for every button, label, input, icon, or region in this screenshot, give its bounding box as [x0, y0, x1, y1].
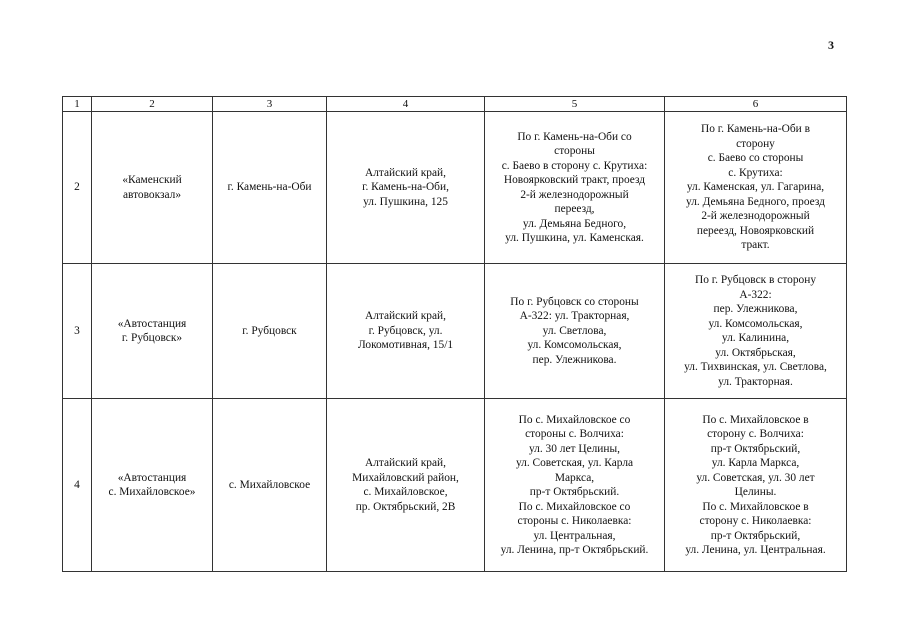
address-line: Локомотивная, 15/1 — [357, 339, 454, 352]
route-line: пр-т Октябрьский. — [529, 486, 620, 498]
station-line: «Автостанция — [117, 471, 187, 484]
route-line: По г. Рубцовск со стороны — [510, 295, 639, 308]
route-line: ул. Ленина, ул. Центральная. — [685, 544, 826, 556]
route-line: переезд, Новоярковский — [696, 224, 815, 237]
station-line: г. Рубцовск» — [121, 332, 183, 344]
address-line: Алтайский край, — [364, 166, 447, 179]
route-line: ул. Комсомольская, — [527, 339, 622, 352]
route-line: сторону — [736, 137, 775, 150]
route-line: Целины. — [734, 486, 777, 498]
route-line: А-322: — [739, 288, 772, 301]
route-in-cell — [485, 112, 665, 264]
address-cell — [327, 399, 485, 572]
address-line: Алтайский край, — [364, 310, 447, 323]
route-line: ул. Советская, ул. 30 лет — [696, 471, 815, 484]
city-line: г. Камень-на-Оби — [227, 181, 312, 194]
route-in-cell — [485, 399, 665, 572]
address-cell — [327, 112, 485, 264]
route-line: Маркса, — [554, 471, 595, 484]
route-line: По с. Михайловское со — [518, 500, 631, 513]
route-line: По г. Камень-на-Оби со — [517, 130, 632, 143]
route-line: По с. Михайловское в — [702, 500, 809, 513]
route-line: 2-й железнодорожный — [701, 210, 810, 223]
route-line: ул. Советская, ул. Карла — [515, 457, 634, 469]
route-line: сторону с. Волчиха: — [707, 428, 804, 440]
station-line: «Автостанция — [117, 317, 187, 330]
header-row — [63, 97, 847, 112]
address-line: Алтайский край, — [364, 457, 447, 469]
route-line: ул. Пушкина, ул. Каменская. — [505, 232, 644, 244]
column-header: 5 — [485, 97, 665, 112]
route-line: пер. Улежникова, — [713, 303, 798, 315]
routes-table — [62, 96, 847, 572]
route-line: стороны — [554, 145, 595, 157]
route-line: ул. Центральная, — [533, 529, 616, 542]
route-out-cell — [665, 112, 847, 264]
city-line: с. Михайловское — [228, 478, 311, 491]
city-cell — [213, 399, 327, 572]
row-number: 4 — [63, 399, 92, 572]
route-line: По с. Михайловское в — [702, 413, 809, 426]
route-line: ул. Ленина, пр-т Октябрьский. — [500, 544, 649, 556]
route-line: ул. Тракторная. — [718, 375, 793, 388]
page-number: 3 — [828, 38, 834, 52]
route-line: сторону с. Николаевка: — [699, 515, 812, 527]
route-line: ул. Светлова, — [542, 324, 607, 337]
table-row — [63, 264, 847, 399]
route-line: По с. Михайловское со — [518, 413, 631, 426]
address-line: с. Михайловское, — [363, 486, 448, 498]
route-line: ул. Карла Маркса, — [711, 457, 800, 469]
route-line: пр-т Октябрьский, — [710, 442, 801, 455]
column-header: 3 — [213, 97, 327, 112]
route-out-cell — [665, 399, 847, 572]
table-row — [63, 112, 847, 264]
route-line: ул. Калинина, — [721, 332, 790, 344]
route-line: пр-т Октябрьский, — [710, 529, 801, 542]
column-header: 1 — [63, 97, 92, 112]
route-in-cell — [485, 264, 665, 399]
route-line: с. Баево со стороны — [707, 152, 804, 165]
address-line: Михайловский район, — [352, 471, 459, 484]
route-line: По г. Камень-на-Оби в — [701, 123, 810, 136]
city-cell — [213, 112, 327, 264]
address-line: г. Рубцовск, ул. — [368, 324, 443, 337]
row-number: 3 — [63, 264, 92, 399]
route-line: переезд, — [554, 203, 595, 215]
route-line: ул. Тихвинская, ул. Светлова, — [684, 361, 827, 373]
address-cell — [327, 264, 485, 399]
route-line: с. Баево в сторону с. Крутиха: — [501, 159, 648, 172]
station-line: с. Михайловское» — [108, 486, 196, 498]
station-line: «Каменский — [122, 174, 182, 186]
route-line: ул. Комсомольская, — [708, 317, 803, 330]
column-header: 6 — [665, 97, 847, 112]
route-line: ул. Каменская, ул. Гагарина, — [686, 181, 825, 194]
station-cell — [92, 399, 213, 572]
city-cell — [213, 264, 327, 399]
column-header: 4 — [327, 97, 485, 112]
station-cell — [92, 264, 213, 399]
address-line: ул. Пушкина, 125 — [363, 195, 448, 208]
route-line: пер. Улежникова. — [532, 353, 617, 366]
route-line: А-322: ул. Тракторная, — [519, 310, 630, 323]
route-line: ул. Октябрьская, — [715, 346, 796, 359]
route-line: ул. 30 лет Целины, — [528, 442, 621, 455]
route-line: ул. Демьяна Бедного, — [522, 217, 627, 230]
address-line: пр. Октябрьский, 2В — [355, 500, 456, 513]
address-line: г. Камень-на-Оби, — [362, 181, 449, 194]
city-line: г. Рубцовск — [242, 324, 297, 337]
route-line: с. Крутиха: — [728, 166, 783, 179]
table-row — [63, 399, 847, 572]
route-line: Новоярковский тракт, проезд — [503, 174, 646, 186]
route-line: стороны с. Николаевка: — [517, 515, 632, 527]
route-line: ул. Демьяна Бедного, проезд — [686, 195, 825, 208]
route-line: 2-й железнодорожный — [520, 188, 629, 201]
route-out-cell — [665, 264, 847, 399]
route-line: тракт. — [741, 239, 770, 252]
route-line: стороны с. Волчиха: — [525, 428, 624, 440]
column-header: 2 — [92, 97, 213, 112]
station-line: автовокзал» — [122, 188, 182, 201]
row-number: 2 — [63, 112, 92, 264]
route-line: По г. Рубцовск в сторону — [694, 274, 817, 286]
station-cell — [92, 112, 213, 264]
